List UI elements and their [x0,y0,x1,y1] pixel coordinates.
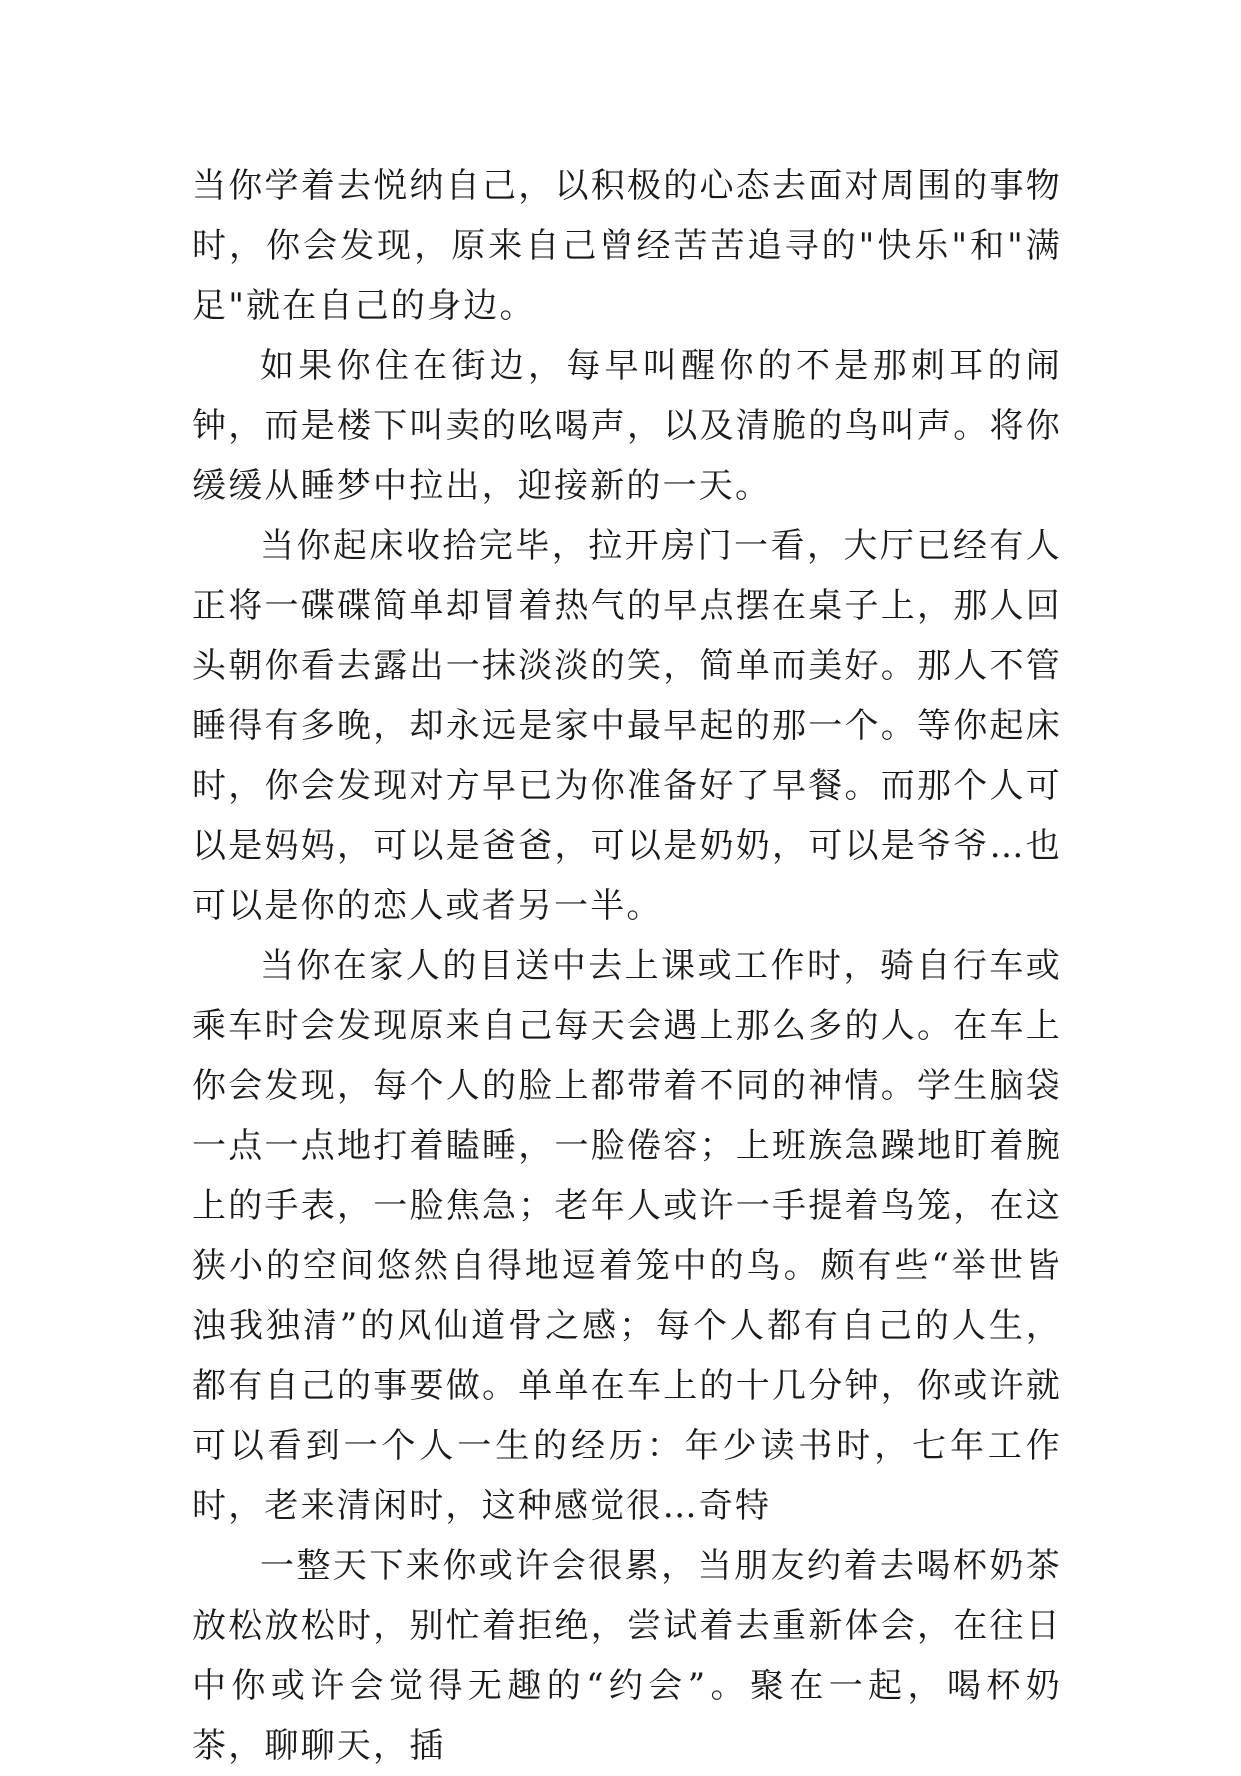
paragraph-3: 当你起床收拾完毕，拉开房门一看，大厅已经有人正将一碟碟简单却冒着热气的早点摆在桌子上，那人回头朝你看去露出一抹淡淡的笑，简单而美好。那人不管睡得有多晚，却永远是家中最早起的那一个。等你起床时，你会发现对方早已为你准备好了早餐。而那个人可以是妈妈，可以是爸爸，可以是奶奶，可以是爷爷…也可以是你的恋人或者另一半。 [192,526,1062,926]
paragraph-2: 如果你住在街边，每早叫醒你的不是那刺耳的闹钟，而是楼下叫卖的吆喝声，以及清脆的鸟叫声。将你缓缓从睡梦中拉出，迎接新的一天。 [192,346,1062,506]
paragraph-4: 当你在家人的目送中去上课或工作时，骑自行车或乘车时会发现原来自己每天会遇上那么多的人。在车上你会发现，每个人的脸上都带着不同的神情。学生脑袋一点一点地打着瞌睡，一脸倦容；上班族急躁地盯着腕上的手表，一脸焦急；老年人或许一手提着鸟笼，在这狭小的空间悠然自得地逗着笼中的鸟。颇有些“举世皆浊我独清”的风仙道骨之感；每个人都有自己的人生，都有自己的事要做。单单在车上的十几分钟，你或许就可以看到一个人一生的经历：年少读书时，七年工作时，老来清闲时，这种感觉很…奇特 [192,946,1062,1526]
document-body [192,156,1062,1776]
paragraph-1: 当你学着去悦纳自己，以积极的心态去面对周围的事物时，你会发现，原来自己曾经苦苦追寻的"快乐"和"满足"就在自己的身边。 [192,166,1062,326]
paragraph-5: 一整天下来你或许会很累，当朋友约着去喝杯奶茶放松放松时，别忙着拒绝，尝试着去重新体会，在往日中你或许会觉得无趣的“约会”。聚在一起，喝杯奶茶，聊聊天，插 [192,1546,1062,1766]
